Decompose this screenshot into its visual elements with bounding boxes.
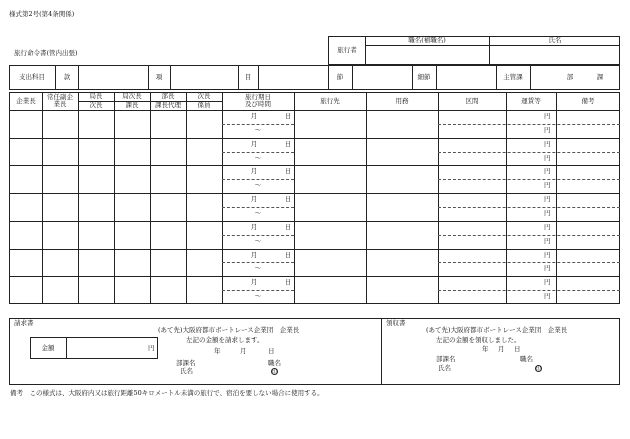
row-purpose-field[interactable]: [367, 111, 437, 137]
row-section-field[interactable]: [439, 111, 505, 137]
kou-label: 項: [155, 73, 163, 81]
row-destination-field[interactable]: [295, 277, 365, 303]
traveler-position-field[interactable]: [366, 46, 488, 64]
row-destination-field[interactable]: [295, 222, 365, 248]
traveler-label: 旅行者: [337, 46, 357, 54]
manager-label: 主管課: [503, 73, 523, 81]
row-fare-field[interactable]: [507, 250, 543, 276]
account-row: [9, 65, 620, 90]
receipt-addressee: (あて先)大阪府都市ボートレース企業団 企業長: [426, 326, 568, 334]
period-dash: [222, 152, 294, 153]
header-purpose: 用務: [395, 97, 409, 105]
row-fare-field[interactable]: [507, 222, 543, 248]
row-month: 月: [250, 250, 258, 259]
approver-kacho: 課長: [125, 101, 139, 109]
header-remarks: 備考: [581, 97, 595, 105]
row-month: 月: [250, 222, 258, 231]
row-purpose-field[interactable]: [367, 194, 437, 220]
claim-dept-label: 部課名: [176, 359, 196, 367]
row-fare-field[interactable]: [507, 111, 543, 137]
claim-year: 年: [214, 347, 221, 355]
row-remarks-field[interactable]: [557, 111, 619, 137]
claim-amount-input[interactable]: [67, 338, 147, 358]
period-dash: [222, 235, 294, 236]
header-section: 区間: [465, 97, 479, 105]
period-dash: [222, 179, 294, 180]
ka-label: 課: [596, 73, 604, 81]
row-remarks-field[interactable]: [557, 139, 619, 165]
row-day: 日: [284, 167, 292, 176]
moku-label: 目: [244, 73, 252, 81]
row-month: 月: [250, 112, 258, 120]
row-purpose-field[interactable]: [367, 166, 437, 192]
row-purpose-field[interactable]: [367, 277, 437, 303]
row-yen-2: 円: [544, 181, 551, 190]
row-yen-1: 円: [544, 139, 551, 148]
period-dash: [222, 207, 294, 208]
row-destination-field[interactable]: [295, 166, 365, 192]
position-label: 職名(補職名): [408, 36, 446, 44]
row-fare-field[interactable]: [507, 166, 543, 192]
row-month: 月: [250, 195, 258, 204]
row-yen-1: 円: [544, 112, 551, 120]
row-purpose-field[interactable]: [367, 139, 437, 165]
row-tilde: ～: [254, 181, 262, 190]
bu-label: 部: [566, 73, 574, 81]
row-tilde: ～: [254, 208, 262, 217]
saimoku-label: 細節: [417, 73, 431, 81]
row-yen-2: 円: [544, 153, 551, 162]
form-number: 様式第2号(第4条関係): [9, 10, 75, 18]
approver-jicho: 次長: [197, 92, 211, 100]
claim-month: 月: [240, 347, 247, 355]
receipt-dept-label: 部課名: [436, 355, 456, 363]
row-yen-2: 円: [544, 264, 551, 273]
row-yen-2: 円: [544, 125, 551, 134]
row-section-field[interactable]: [439, 194, 505, 220]
row-remarks-field[interactable]: [557, 222, 619, 248]
row-fare-field[interactable]: [507, 194, 543, 220]
receipt-statement: 左記の金額を領収しました。: [436, 336, 521, 344]
receipt-name-label: 氏名: [438, 364, 451, 372]
receipt-day: 日: [514, 345, 521, 353]
row-yen-1: 円: [544, 195, 551, 204]
approver-kigyocho: 企業長: [16, 97, 36, 105]
claim-position-label: 職名: [268, 359, 281, 367]
period-dash: [222, 124, 294, 125]
footnote: 備考 この様式は、大阪府内又は旅行距離50キロメートル未満の旅行で、宿泊を要しない場合に使用する。: [10, 389, 324, 397]
row-section-field[interactable]: [439, 250, 505, 276]
row-remarks-field[interactable]: [557, 166, 619, 192]
claim-statement: 左記の金額を請求します。: [186, 336, 264, 344]
claim-day: 日: [268, 347, 275, 355]
account-label: 支出科目: [19, 73, 45, 81]
row-day: 日: [284, 139, 292, 148]
header-period: 旅行期日及び時間: [245, 93, 271, 108]
row-purpose-field[interactable]: [367, 250, 437, 276]
row-fare-field[interactable]: [507, 139, 543, 165]
receipt-year: 年: [482, 345, 489, 353]
form-title: 旅行命令書(管内出張): [14, 49, 78, 57]
approver-kyokucho: 局長: [89, 92, 103, 100]
row-yen-1: 円: [544, 250, 551, 259]
row-section-field[interactable]: [439, 277, 505, 303]
row-yen-1: 円: [544, 167, 551, 176]
kan-label: 款: [63, 73, 71, 81]
row-day: 日: [284, 278, 292, 287]
row-month: 月: [250, 278, 258, 287]
row-destination-field[interactable]: [295, 194, 365, 220]
row-remarks-field[interactable]: [557, 277, 619, 303]
row-day: 日: [284, 195, 292, 204]
claim-addressee: (あて先)大阪府都市ボートレース企業団 企業長: [158, 326, 300, 334]
row-yen-2: 円: [544, 208, 551, 217]
receipt-month: 月: [498, 345, 505, 353]
approver-kakariin: 係員: [197, 101, 211, 109]
approver-kyokujicho: 局次長: [122, 92, 142, 100]
row-remarks-field[interactable]: [557, 250, 619, 276]
row-section-field[interactable]: [439, 222, 505, 248]
claim-yen: 円: [148, 344, 155, 352]
receipt-title: 領収書: [386, 319, 406, 327]
row-month: 月: [250, 139, 258, 148]
header-fare: 運賃等: [521, 97, 541, 105]
row-day: 日: [284, 112, 292, 120]
row-purpose-field[interactable]: [367, 222, 437, 248]
row-tilde: ～: [254, 153, 262, 162]
row-section-field[interactable]: [439, 166, 505, 192]
approver-bucho: 部長: [161, 92, 175, 100]
approver-kacho-dairi: 課長代理: [155, 101, 181, 109]
row-tilde: ～: [254, 264, 262, 273]
row-day: 日: [284, 250, 292, 259]
receipt-position-label: 職名: [520, 355, 533, 363]
claim-seal-icon: 印: [272, 369, 278, 375]
traveler-name-field[interactable]: [490, 46, 619, 64]
approver-fukukigyocho: 常任副企業長: [47, 93, 73, 108]
setsu-label: 節: [336, 73, 344, 81]
claim-title: 請求書: [14, 319, 34, 327]
period-dash: [222, 290, 294, 291]
row-tilde: ～: [254, 236, 262, 245]
row-month: 月: [250, 167, 258, 176]
row-destination-field[interactable]: [295, 250, 365, 276]
row-destination-field[interactable]: [295, 111, 365, 137]
row-day: 日: [284, 222, 292, 231]
claim-name-label: 氏名: [180, 367, 193, 375]
claim-amount-label: 金額: [41, 344, 55, 352]
period-dash: [222, 262, 294, 263]
row-yen-1: 円: [544, 222, 551, 231]
row-section-field[interactable]: [439, 139, 505, 165]
row-yen-2: 円: [544, 292, 551, 301]
row-tilde: ～: [254, 292, 262, 301]
header-destination: 旅行先: [320, 97, 340, 105]
row-yen-2: 円: [544, 236, 551, 245]
row-yen-1: 円: [544, 278, 551, 287]
name-label: 氏名: [548, 36, 562, 44]
row-destination-field[interactable]: [295, 139, 365, 165]
row-remarks-field[interactable]: [557, 194, 619, 220]
approver-jicho-2: 次長: [89, 101, 103, 109]
receipt-seal-icon: 印: [536, 366, 542, 372]
row-tilde: ～: [254, 125, 262, 134]
row-fare-field[interactable]: [507, 277, 543, 303]
